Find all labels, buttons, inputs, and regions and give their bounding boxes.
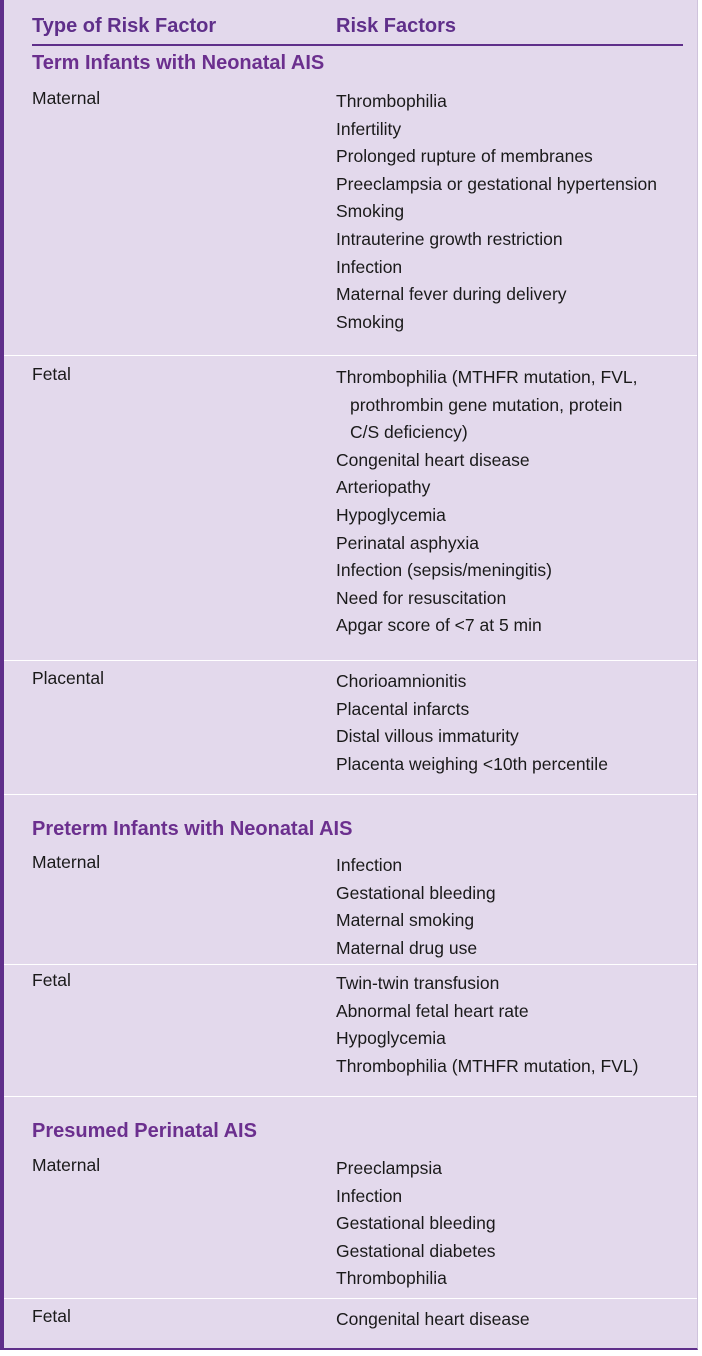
factor-item: Thrombophilia (MTHFR mutation, FVL) (336, 1055, 639, 1076)
factor-item: Placental infarcts (336, 698, 470, 719)
factor-list (336, 852, 687, 962)
type-label: Fetal (32, 970, 71, 990)
factor-item: Thrombophilia (336, 91, 447, 111)
factor-item: Smoking (336, 311, 405, 332)
factor-list (336, 1306, 687, 1334)
factor-item: Congenital heart disease (336, 1309, 530, 1329)
factor-item: Hypoglycemia (336, 504, 446, 525)
factor-list (336, 1155, 687, 1293)
factor-item: Placenta weighing <10th percentile (336, 753, 608, 774)
factor-item: Gestational diabetes (336, 1240, 496, 1261)
factor-item-continuation: prothrombin gene mutation, protein (350, 394, 623, 415)
section-divider (4, 1096, 697, 1097)
factor-item: Arteriopathy (336, 477, 431, 498)
factor-item: Need for resuscitation (336, 587, 507, 608)
factor-item: Perinatal asphyxia (336, 532, 479, 553)
type-label: Fetal (32, 364, 71, 384)
factor-item: Thrombophilia (336, 1268, 447, 1289)
type-label: Maternal (32, 88, 101, 108)
factor-item: Twin-twin transfusion (336, 973, 500, 993)
section-title-preterm-infants: Preterm Infants with Neonatal AIS (32, 818, 353, 840)
type-label: Maternal (32, 1155, 101, 1175)
header-type-of-risk-factor: Type of Risk Factor (32, 15, 217, 37)
type-label: Placental (32, 668, 104, 688)
factor-item: Chorioamnionitis (336, 671, 467, 691)
factor-item: Congenital heart disease (336, 449, 530, 470)
factor-item: Infection (336, 1185, 403, 1206)
factor-item: Preeclampsia (336, 1158, 443, 1178)
header-risk-factors: Risk Factors (336, 15, 457, 37)
row-divider (4, 355, 697, 356)
section-title-term-infants: Term Infants with Neonatal AIS (32, 52, 325, 74)
row-divider (4, 660, 697, 661)
factor-item-continuation: C/S deficiency) (350, 422, 468, 443)
factor-item: Distal villous immaturity (336, 726, 519, 747)
factor-list (336, 364, 687, 640)
factor-item: Infection (336, 256, 403, 277)
factor-item: Maternal smoking (336, 910, 475, 931)
row-divider (4, 1298, 697, 1299)
factor-item: Infection (sepsis/meningitis) (336, 560, 552, 581)
factor-item: Gestational bleeding (336, 1213, 496, 1234)
factor-item: Intrauterine growth restriction (336, 228, 563, 249)
row-divider (4, 964, 697, 965)
factor-item: Thrombophilia (MTHFR mutation, FVL, (336, 367, 638, 387)
factor-item: Apgar score of <7 at 5 min (336, 615, 542, 636)
factor-item: Hypoglycemia (336, 1028, 446, 1049)
factor-item: Maternal fever during delivery (336, 284, 567, 305)
factor-item: Infection (336, 855, 403, 875)
section-title-presumed-perinatal: Presumed Perinatal AIS (32, 1120, 257, 1142)
factor-list (336, 668, 687, 778)
table-header (32, 12, 683, 46)
factor-item: Preeclampsia or gestational hypertension (336, 173, 658, 194)
factor-item: Prolonged rupture of membranes (336, 146, 593, 167)
factor-item: Gestational bleeding (336, 882, 496, 903)
factor-list (336, 970, 687, 1080)
factor-list (336, 88, 687, 336)
factor-item: Smoking (336, 201, 405, 222)
factor-item: Abnormal fetal heart rate (336, 1000, 529, 1021)
section-divider (4, 794, 697, 795)
type-label: Fetal (32, 1306, 71, 1326)
factor-item: Maternal drug use (336, 937, 478, 958)
type-label: Maternal (32, 852, 101, 872)
factor-item: Infertility (336, 118, 402, 139)
